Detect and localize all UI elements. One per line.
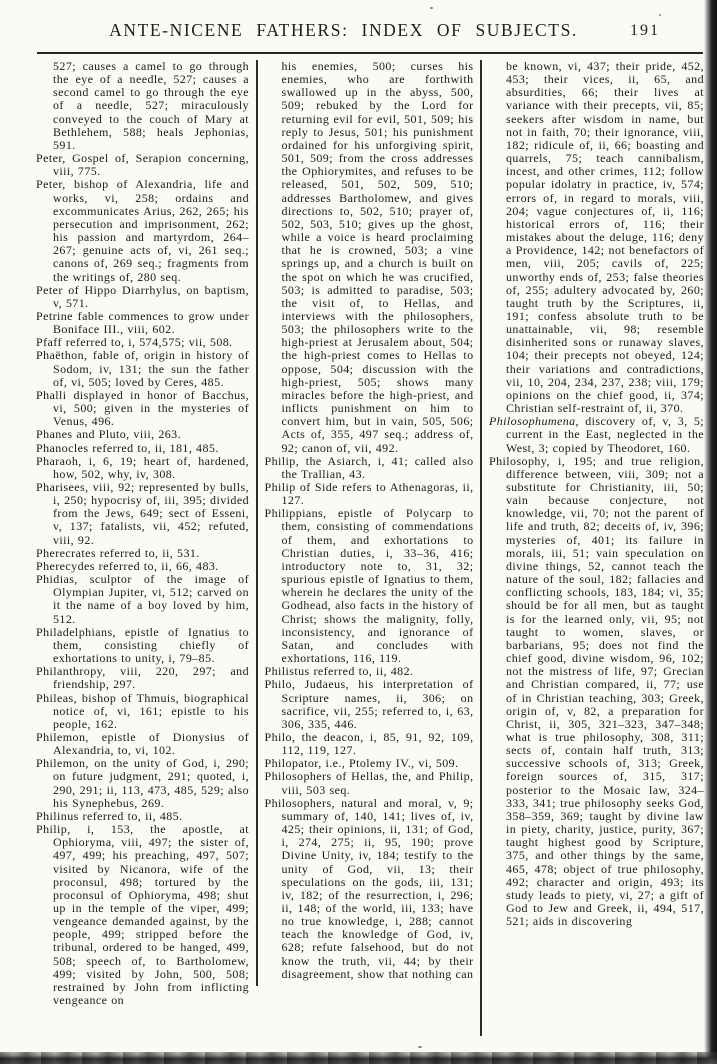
scan-speck <box>418 1046 422 1048</box>
index-entry: Philanthropy, viii, 220, 297; and friendship, 297. <box>36 664 249 692</box>
index-entry: Philippians, epistle of Polycarp to them, consisting of commendations of them, and exhortations to Christian duties, i, 33–36, 416; introductory note to, 31, 32; spurious epistle of Ignatius to them, wherein he declares the unity of the Godhead, also facts in the history of Christ; shows the malignity, folly, inconsistency, and ignorance of Satan, and concludes with exhortations, 116, 119. <box>264 506 474 666</box>
index-entry: Phaëthon, fable of, origin in history of Sodom, iv, 131; the sun the father of, vi, 505; loved by Ceres, 485. <box>36 348 249 389</box>
index-entry: be known, vi, 437; their pride, 452, 453; their vices, ii, 65, and absurdities, 66; their lives at variance with their precepts, vii, 85; seekers after wisdom in name, but not in faith, 70; their ignorance, viii, 182; ridicule of, ii, 66; boasting and quarrels, 75; teach cannibalism, incest, and other crimes, 112; follow popular idolatry in practice, iv, 574; errors of, in regard to morals, viii, 204; vague conjectures of, ii, 116; historical errors of, 116; their mistakes about the deluge, 116; deny a Providence, 142; not benefactors of men, viii, 205; cavils of, 225; unworthy ends of, 253; false theories of, 255; adultery advocated by, 260; taught truth by the Scriptures, ii, 191; confess absolute truth to be unattainable, vii, 98; resemble disinherited sons or runaway slaves, 104; their precepts not obeyed, 124; their variations and contradictions, vii, 10, 204, 234, 237, 238; viii, 179; opinions on the chief good, ii, 374; Christian self-restraint of, ii, 370. <box>506 59 704 416</box>
page-number: 191 <box>630 22 660 39</box>
index-entry: his enemies, 500; curses his enemies, who are forthwith swallowed up in the abyss, 500, 509; rebuked by the Lord for returning evil for evil, 501, 509; his reply to Jesus, 501; his punishment ordained for his unforgiving spirit, 501, 509; from the cross addresses the Ophiorymites, and refuses to be released, 501, 502, 509, 510; addresses Bartholomew, and gives directions to, 502, 510; prayer of, 502, 503, 510; gives up the ghost, while a voice is heard proclaiming that he is crowned, 503; a vine springs up, and a church is built on the spot on which he was crucified, 503; is admitted to paradise, 503; the visit of, to Hellas, and interviews with the philosophers, 503; the philosophers write to the high-priest at Jerusalem about, 504; the high-priest comes to Hellas to oppose, 504; discussion with the high-priest, 505; shows many miracles before the high-priest, and inflicts punishment on him to convert him, but in vain, 505, 506; Acts of, 355, 497 seq.; address of, 92; canon of, vii, 492. <box>281 59 474 455</box>
index-entry: Philemon, epistle of Dionysius of Alexandria, to, vi, 102. <box>36 729 249 758</box>
index-entry: Peter, Gospel of, Serapion concerning, viii, 775. <box>36 151 249 179</box>
index-entry: Philemon, on the unity of God, i, 290; on future judgment, 291; quoted, i, 290, 291; ii, 113, 473, 485, 529; also his Synephebus, 269. <box>36 756 249 810</box>
index-column-1 <box>36 60 249 1007</box>
index-entry: Peter, bishop of Alexandria, life and works, vi, 258; ordains and excommunicates Arius, 262, 265; his persecution and imprisonment, 262; his passion and martyrdom, 264–267; genuine acts of, vi, 261 seq.; canons of, 269 seq.; fragments from the writings of, 280 seq. <box>36 177 249 284</box>
column-divider <box>480 60 482 1036</box>
index-entry: Philip, the Asiarch, i, 41; called also the Trallian, 43. <box>264 453 474 481</box>
index-column-2 <box>265 60 474 981</box>
index-entry: Philo, Judaeus, his interpretation of Scripture names, ii, 306; on sacrifice, vii, 255; referred to, i, 63, 306, 335, 446. <box>264 677 474 731</box>
index-entry: Phanocles referred to, ii, 181, 485. <box>36 440 219 455</box>
index-entry: Philosophumena, discovery of, v, 3, 5; current in the East, neglected in the West, 3; copied by Theodoret, 160. <box>489 414 704 455</box>
scan-speck <box>659 14 661 16</box>
index-entry: Pharisees, viii, 92; represented by bulls, i, 250; hypocrisy of, iii, 395; divided from the Jews, 649; sect of Esseni, v, 137; fatalists, vii, 452; refuted, viii, 92. <box>36 480 249 547</box>
index-entry: Pherecrates referred to, ii, 531. <box>36 545 200 560</box>
page-header-title: ANTE-NICENE FATHERS: INDEX OF SUBJECTS. <box>109 20 578 40</box>
index-entry: Philopator, i.e., Ptolemy IV., vi, 509. <box>264 756 459 771</box>
index-entry: Pharaoh, i, 6, 19; heart of, hardened, how, 502, why, iv, 308. <box>36 453 249 481</box>
index-entry: Phalli displayed in honor of Bacchus, vi, 500; given in the mysteries of Venus, 496. <box>36 387 249 429</box>
index-entry: Philosophy, i, 195; and true religion, difference between, viii, 309; not a substitute for Christianity, iii, 50; vain because conjecture, not knowledge, vii, 70; not the parent of life and truth, 82; deceits of, iv, 396; mysteries of, 401; its failure in morals, iii, 51; vain speculation on divine things, 52, cannot teach the nature of the soul, 182; fallacies and conflicting schools, 183, 184; vi, 35; should be for all men, but as taught is for the learned only, vii, 95; not taught to women, slaves, or barbarians, 95; does not find the chief good, divine wisdom, 96, 102; not the mistress of life, 97; Grecian and Christian compared, ii, 77; use of in Christian teaching, 303; Greek, origin of, v, 82, a preparation for Christ, ii, 305, 321–323, 347–348; what is true philosophy, 308, 311; sects of, contain half truth, 313; successive schools of, 313; Greek, foreign sources of, 315, 317; posterior to the Mosaic law, 324–333, 341; true philosophy seeks God, 358–359, 369; taught by divine law in piety, charity, justice, purity, 367; taught highest good by Scripture, 375, and other things by the same, 465, 478; object of true philosophy, 492; character and origin, 493; its study leads to piety, vi, 27; a gift of God to Jew and Greek, ii, 494, 517, 521; aids in discovering <box>489 453 704 929</box>
scan-edge-shadow-bottom <box>0 1052 717 1064</box>
index-entry: 527; causes a camel to go through the eye of a needle, 527; causes a second camel to go through the eye of a needle, 527; miraculously conveyed to the couch of Mary at Bethlehem, 588; heals Jephonias, 591. <box>53 59 249 152</box>
index-columns <box>36 60 704 1036</box>
index-entry: Philosophers of Hellas, the, and Philip, viii, 503 seq. <box>264 769 474 797</box>
index-entry: Philistus referred to, ii, 482. <box>264 664 414 679</box>
index-entry: Philosophers, natural and moral, v, 9; summary of, 140, 141; lives of, iv, 425; their opinions, ii, 131; of God, i, 274, 275; ii, 95, 190; prove Divine Unity, iv, 184; testify to the unity of God, vii, 13; their speculations on the gods, iii, 131; iv, 182; of the resurrection, i, 296; ii, 148; of the world, iii, 133; have no true knowledge, i, 288; cannot teach the knowledge of God, iv, 628; refute falsehood, but do not know the truth, vii, 44; by their disagreement, show that nothing can <box>264 795 474 981</box>
index-entry: Philip of Side refers to Athenagoras, ii, 127. <box>264 480 474 508</box>
header-rule <box>37 52 703 54</box>
index-entry: Philo, the deacon, i, 85, 91, 92, 109, 112, 119, 127. <box>264 729 474 758</box>
scan-speck <box>430 7 433 9</box>
index-entry: Petrine fable commences to grow under Boniface III., viii, 602. <box>36 308 249 337</box>
index-entry: Philadelphians, epistle of Ignatius to them, consisting chiefly of exhortations to unity, i, 79–85. <box>36 624 249 666</box>
index-entry: Pherecydes referred to, ii, 66, 483. <box>36 558 219 573</box>
scan-edge-shadow-right <box>704 0 717 1064</box>
index-entry: Phileas, bishop of Thmuis, biographical notice of, vi, 161; epistle to his people, 162. <box>36 690 249 731</box>
index-entry: Peter of Hippo Diarrhylus, on baptism, v, 571. <box>36 282 249 310</box>
index-entry: Phidias, sculptor of the image of Olympian Jupiter, vi, 512; carved on it the name of a boy loved by him, 512. <box>36 572 249 626</box>
index-entry: Pfaff referred to, i, 574,575; vii, 508. <box>36 335 233 350</box>
entry-headword-italic: Philosophumena, <box>489 414 579 429</box>
index-column-3 <box>489 60 704 928</box>
column-divider <box>256 60 258 986</box>
index-entry: Philip, i, 153, the apostle, at Ophioryma, viii, 497; the sister of, 497, 499; his preaching, 497, 507; visited by Nicanora, wife of the proconsul, 498; tortured by the proconsul of Ophioryma, 498; shut up in the temple of the viper, 499; vengeance demanded against, by the people, 499; stripped before the tribunal, ordered to be hanged, 499, 508; speech of, to Bartholomew, 499; visited by John, 500, 508; restrained by John from inflicting vengeance on <box>36 822 249 1008</box>
index-entry: Phanes and Pluto, viii, 263. <box>36 427 182 442</box>
index-entry: Philinus referred to, ii, 485. <box>36 808 183 823</box>
